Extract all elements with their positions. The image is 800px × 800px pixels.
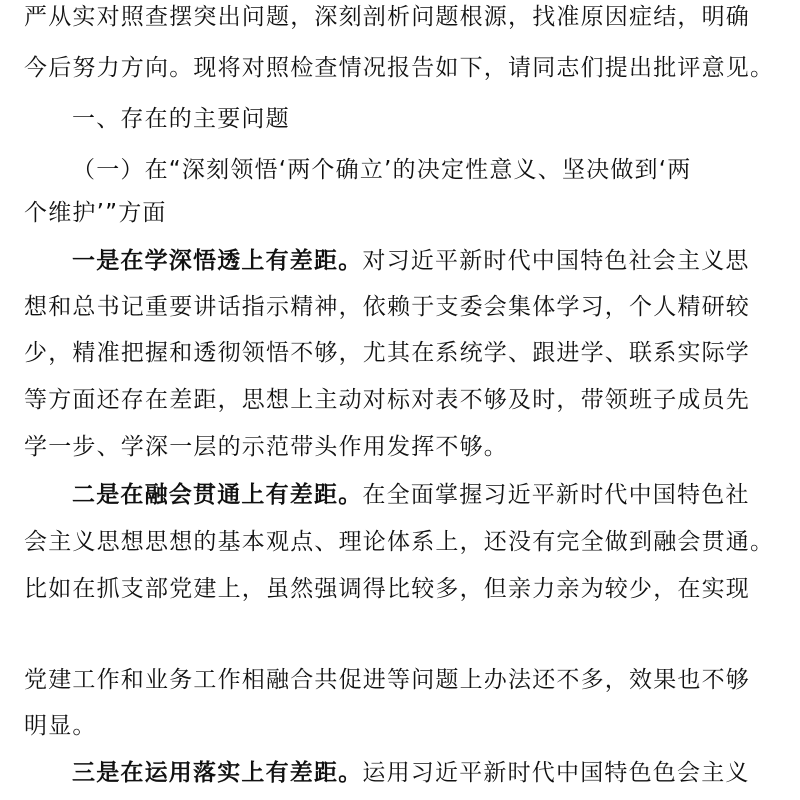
item-one-first-line [72, 246, 794, 276]
subheading-line: （一）在“深刻领悟‘两个确立’的决定性意义、坚决做到‘两 [72, 157, 692, 183]
item-one-text: 对习近平新时代中国特色社会主义思 [362, 248, 750, 274]
paragraph-line: 明显。 [24, 713, 97, 739]
subheading-line: 个维护’”方面 [24, 200, 167, 226]
item-two-text: 在全面掌握习近平新时代中国特色社 [362, 482, 750, 508]
paragraph-line: 严从实对照查摆突出问题，深刻剖析问题根源，找准原因症结，明确 [24, 4, 750, 30]
paragraph-line: 会主义思想思想的基本观点、理论体系上，还没有完全做到融会贯通。 [24, 529, 775, 555]
paragraph-line: 党建工作和业务工作相融合共促进等问题上办法还不多，效果也不够 [24, 667, 750, 693]
paragraph-line: 今后努力方向。现将对照检查情况报告如下，请同志们提出批评意见。 [24, 55, 775, 81]
paragraph-line: 少，精准把握和透彻领悟不够，尤其在系统学、跟进学、联系实际学 [24, 340, 750, 366]
paragraph-line: 比如在抓支部党建上，虽然强调得比较多，但亲力亲为较少，在实现 [24, 576, 750, 602]
item-one-lead: 一是在学深悟透上有差距。 [72, 248, 363, 274]
item-two-lead: 二是在融会贯通上有差距。 [72, 482, 363, 508]
item-three-first-line [72, 758, 794, 788]
item-two-first-line [72, 480, 794, 510]
paragraph-line: 等方面还存在差距，思想上主动对标对表不够及时，带领班子成员先 [24, 387, 750, 413]
paragraph-line: 想和总书记重要讲话指示精神，依赖于支委会集体学习，个人精研较 [24, 294, 750, 320]
item-three-text: 运用习近平新时代中国特色色会主义 [362, 760, 750, 786]
item-three-lead: 三是在运用落实上有差距。 [72, 760, 363, 786]
paragraph-line: 学一步、学深一层的示范带头作用发挥不够。 [24, 434, 508, 460]
section-heading: 一、存在的主要问题 [72, 106, 290, 132]
